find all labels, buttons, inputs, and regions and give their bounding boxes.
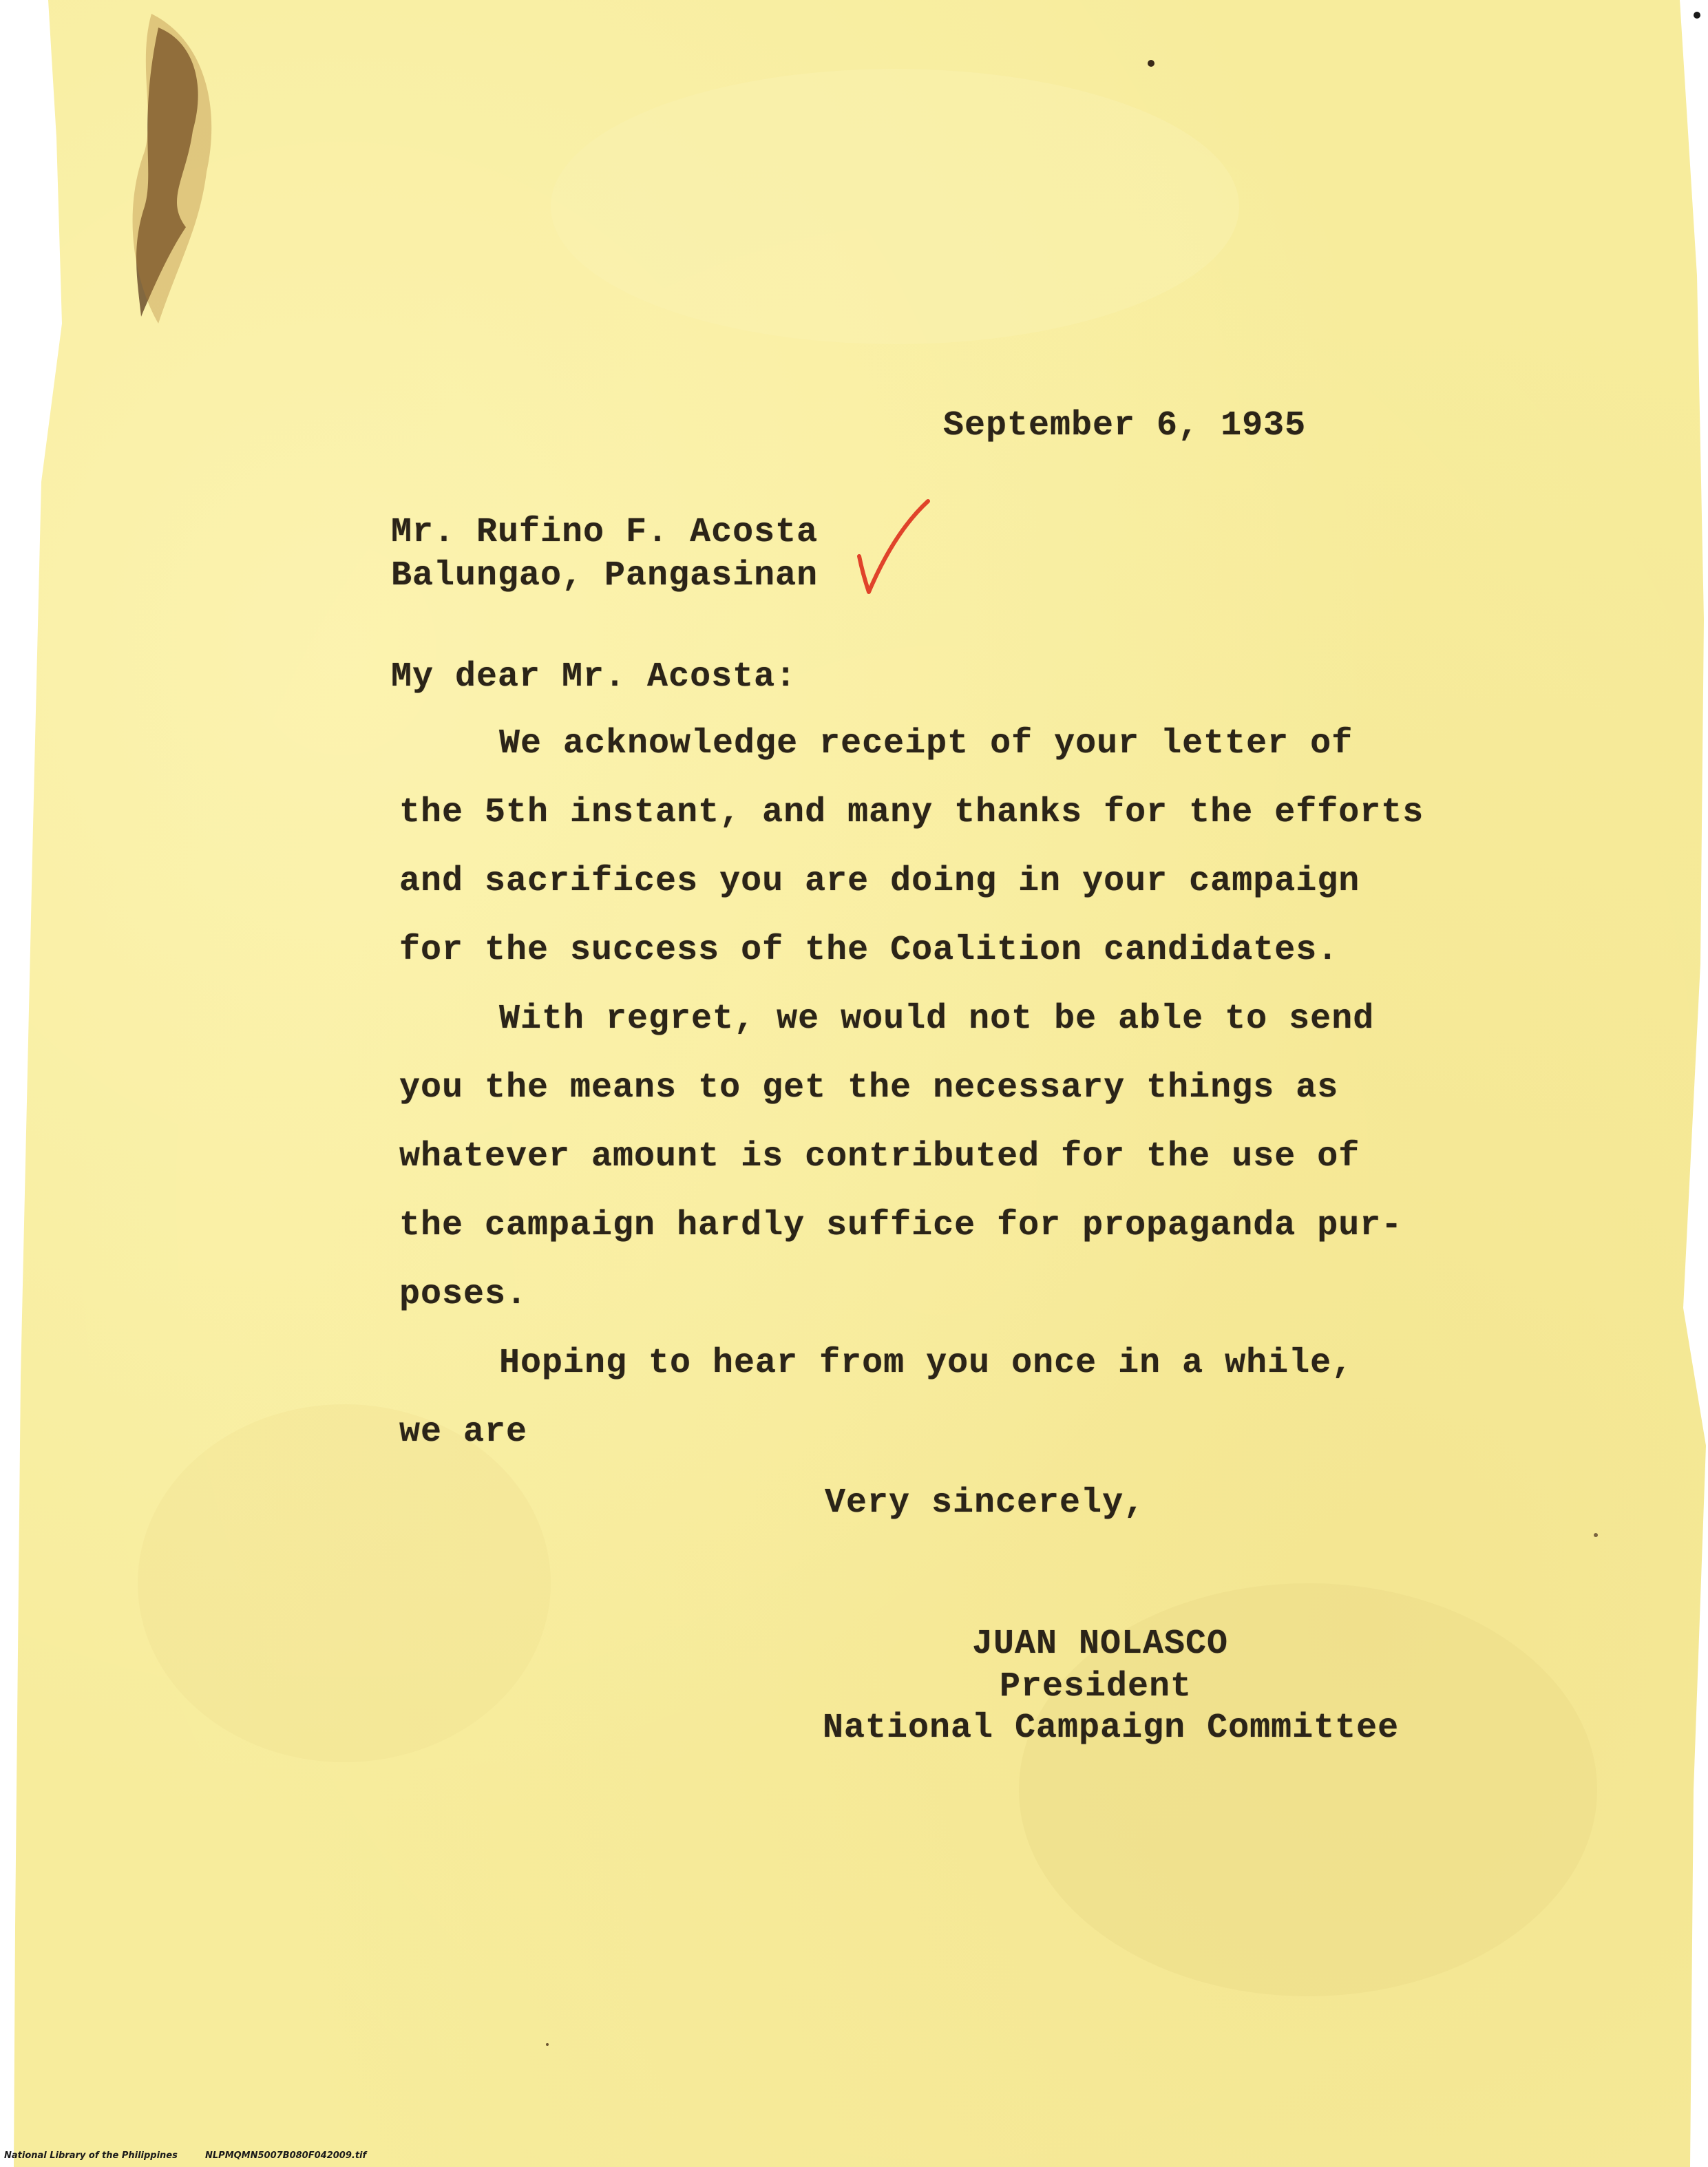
checkmark-stroke: [859, 501, 928, 592]
body-line: We acknowledge receipt of your letter of: [499, 724, 1353, 763]
body-line: we are: [399, 1413, 528, 1452]
closing: Very sincerely,: [825, 1483, 1146, 1523]
salutation: My dear Mr. Acosta:: [391, 657, 797, 697]
scan-margin-left: [0, 0, 62, 2167]
body-line: for the success of the Coalition candidates.: [399, 931, 1339, 970]
burn-halo: [133, 14, 212, 324]
signer-title: President: [1000, 1667, 1192, 1706]
ink-speck: [1594, 1533, 1598, 1537]
body-line: you the means to get the necessary things as: [399, 1068, 1339, 1108]
body-line: poses.: [399, 1275, 528, 1314]
stain: [138, 1404, 551, 1762]
body-line: With regret, we would not be able to send: [499, 1000, 1375, 1039]
recipient-location: Balungao, Pangasinan: [391, 556, 819, 595]
scan-margin-right: [1680, 0, 1708, 2167]
signer-organization: National Campaign Committee: [823, 1709, 1400, 1748]
body-line: whatever amount is contributed for the use of: [399, 1137, 1360, 1176]
body-line: the 5th instant, and many thanks for the efforts: [399, 793, 1424, 832]
footer-filename: NLPMQMN5007B080F042009.tif: [205, 2150, 367, 2161]
body-line: and sacrifices you are doing in your campaign: [399, 862, 1360, 901]
stain: [551, 69, 1239, 344]
letter-date: September 6, 1935: [943, 406, 1307, 445]
ink-speck: [1694, 12, 1700, 19]
recipient-name: Mr. Rufino F. Acosta: [391, 513, 819, 552]
footer-library: National Library of the Philippines: [4, 2150, 178, 2161]
red-checkmark-icon: [847, 494, 936, 598]
signer-name: JUAN NOLASCO: [972, 1625, 1229, 1664]
body-line: Hoping to hear from you once in a while,: [499, 1344, 1353, 1383]
ink-speck: [1148, 60, 1155, 67]
ink-speck: [546, 2043, 549, 2046]
body-line: the campaign hardly suffice for propaganda pur-: [399, 1206, 1403, 1245]
